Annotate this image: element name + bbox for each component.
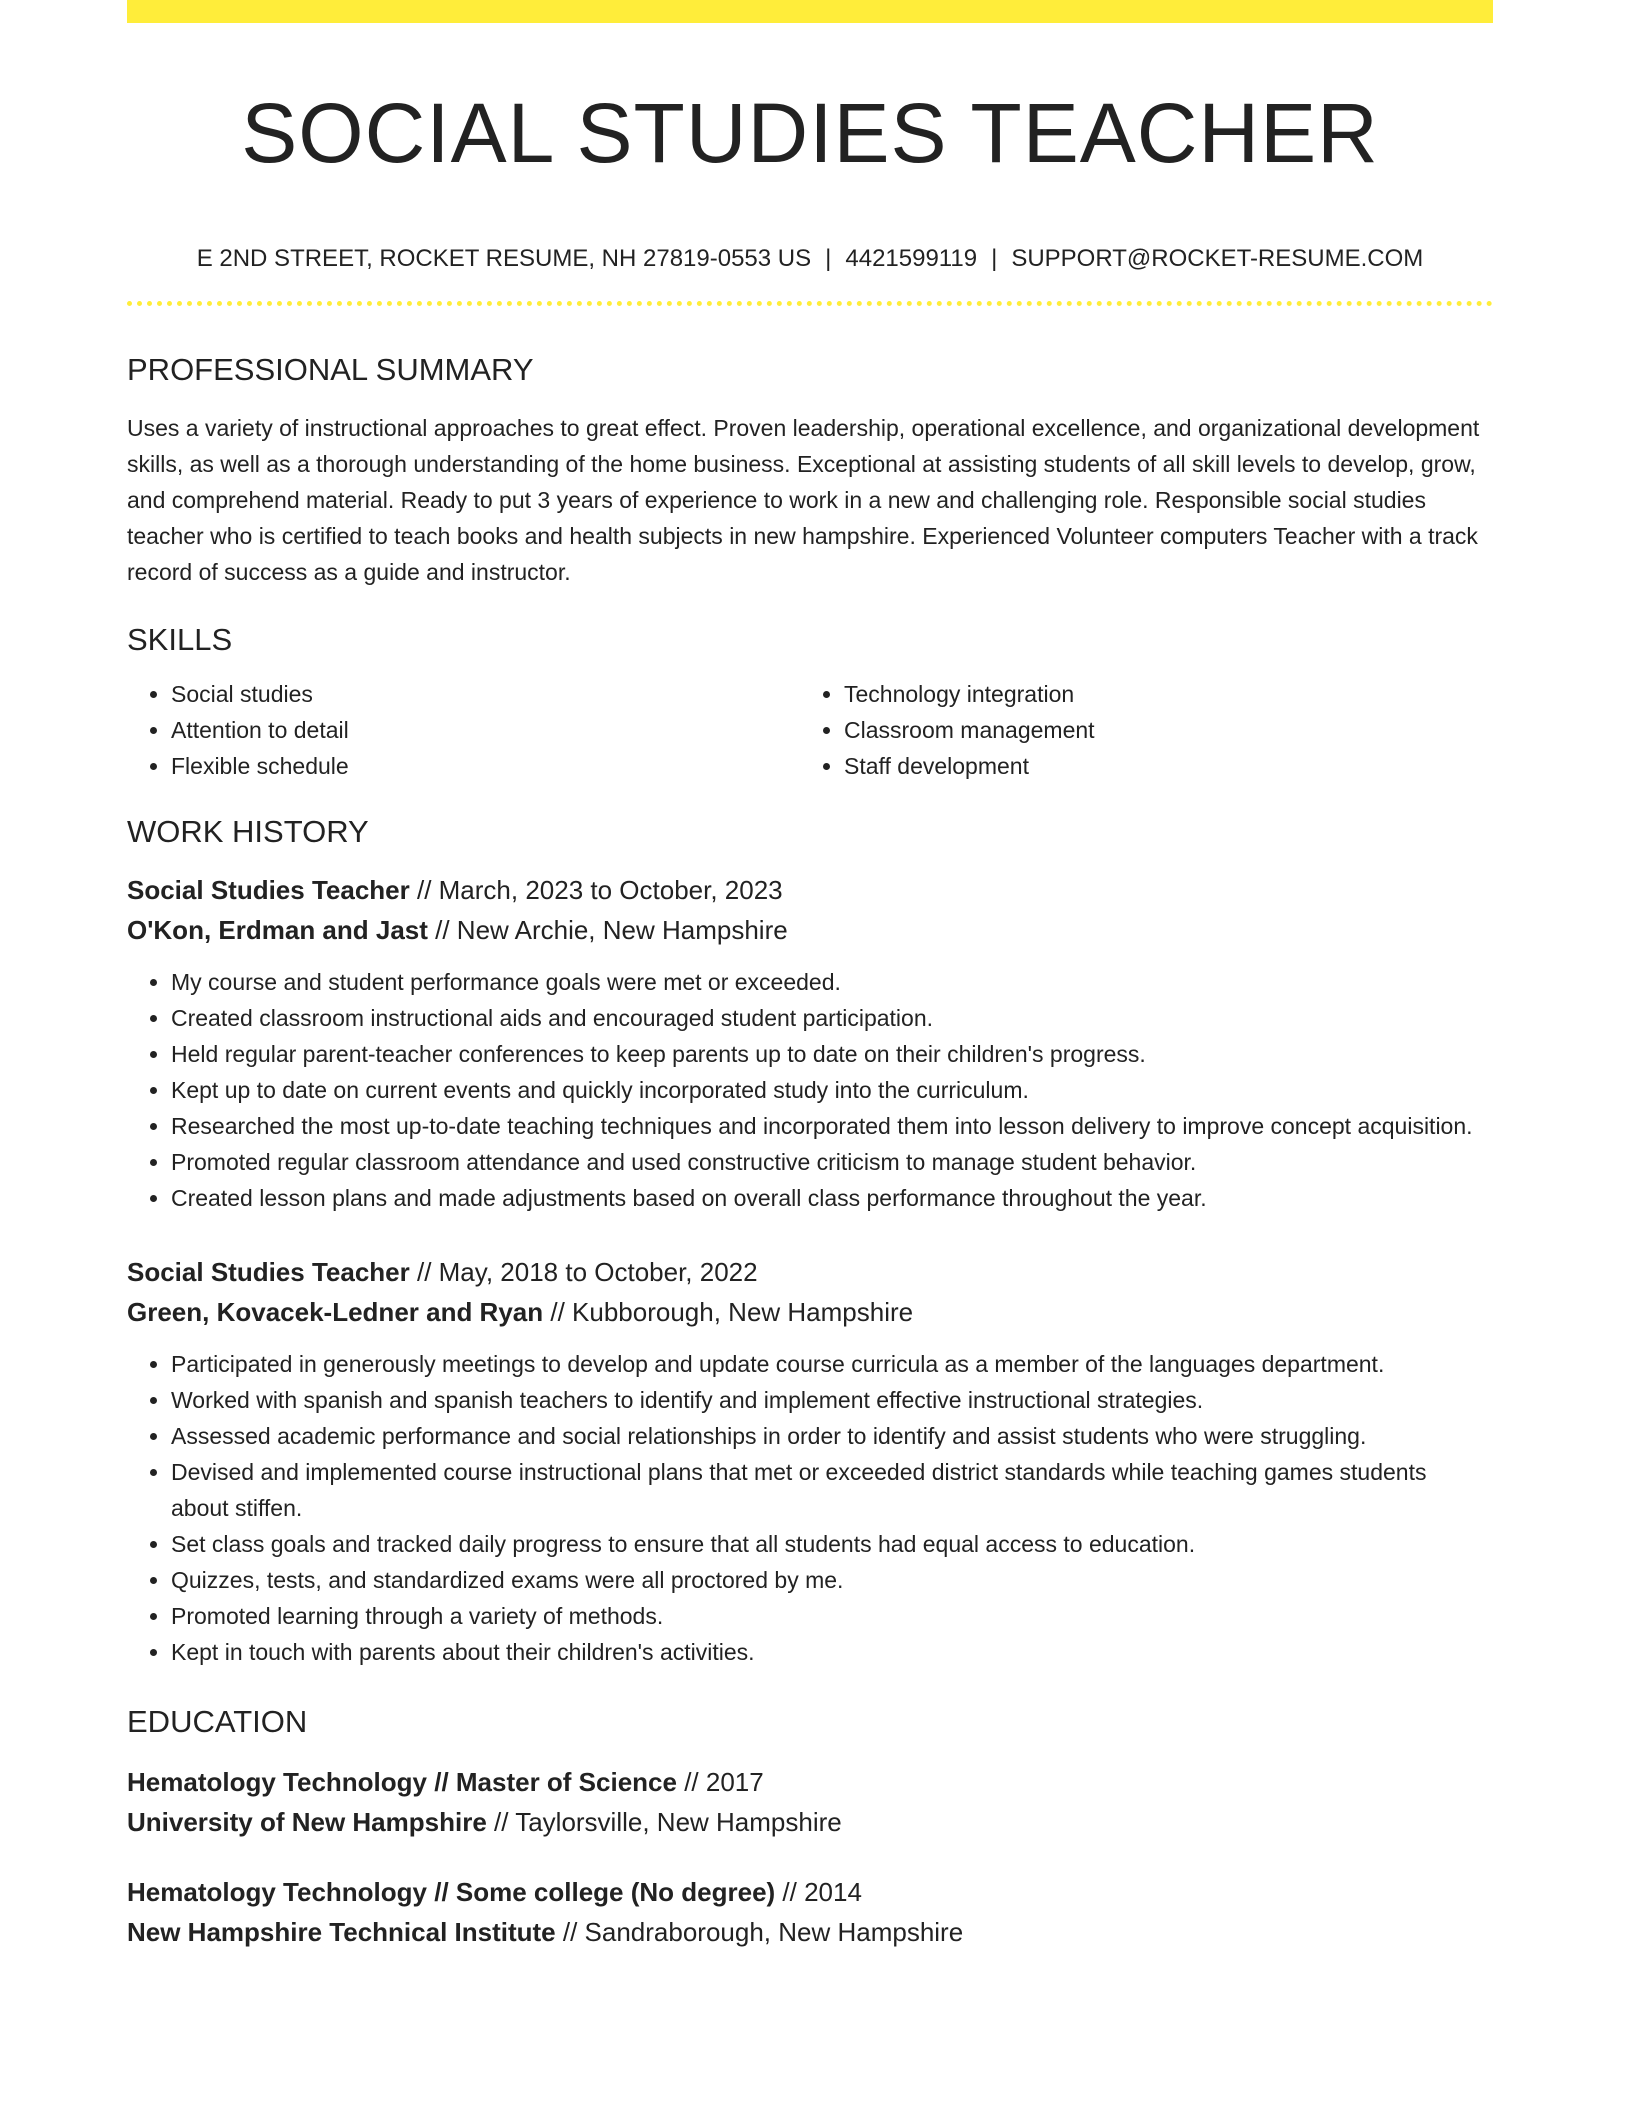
job-company: Green, Kovacek-Ledner and Ryan [127, 1297, 544, 1327]
job-bullet: • Participated in generously meetings to develop and update course curricula as a member of the languages department. [171, 1346, 1493, 1382]
job-role: Social Studies Teacher [127, 1257, 410, 1287]
job-entry [127, 870, 1493, 1216]
job-role: Social Studies Teacher [127, 875, 410, 905]
skills-title: SKILLS [127, 622, 233, 657]
summary-text: Uses a variety of instructional approaches to great effect. Proven leadership, operational excellence, and organizational development skills, as well as a thorough understanding of the home business. Exceptional at assisting students of all skill levels to develop, grow, and comprehend material. Ready to put 3 years of experience to work in a new and challenging role. Responsible social studies teacher who is certified to teach books and health subjects in new hampshire. Experienced Volunteer computers Teacher with a track record of success as a guide and instructor. [127, 415, 1480, 585]
skill-item: • Social studies [171, 676, 800, 712]
contact-separator: | [991, 245, 998, 272]
header-divider [127, 301, 1493, 306]
skills-list [127, 676, 1493, 784]
job-bullet: • My course and student performance goals were met or exceeded. [171, 964, 1493, 1000]
skill-item: • Attention to detail [171, 712, 800, 748]
contact-address: E 2ND STREET, ROCKET RESUME, NH 27819-0553 US [196, 245, 812, 272]
education-school-line [127, 1802, 1493, 1842]
top-accent-bar [127, 0, 1493, 23]
job-bullet: • Assessed academic performance and social relationships in order to identify and assist students who were struggling. [171, 1418, 1493, 1454]
job-dates: // May, 2018 to October, 2022 [409, 1257, 758, 1287]
education-degree-line [127, 1762, 1493, 1802]
education-year: // 2014 [775, 1877, 862, 1907]
work-history-title: WORK HISTORY [127, 814, 369, 849]
education-entry [127, 1872, 1493, 1952]
job-bullet: • Researched the most up-to-date teaching techniques and incorporated them into lesson delivery to improve concept acquisition. [171, 1108, 1493, 1144]
contact-separator: | [825, 245, 832, 272]
job-role-line [127, 1252, 1493, 1292]
skill-item: • Flexible schedule [171, 748, 800, 784]
job-bullet: • Promoted regular classroom attendance and used constructive criticism to manage student behavior. [171, 1144, 1493, 1180]
resume-content [127, 23, 1493, 1952]
job-location: // Kubborough, New Hampshire [543, 1297, 914, 1327]
education-school-line [127, 1912, 1493, 1952]
education-school: New Hampshire Technical Institute [127, 1917, 556, 1947]
education-entry [127, 1762, 1493, 1842]
job-dates: // March, 2023 to October, 2023 [409, 875, 783, 905]
resume-name: SOCIAL STUDIES TEACHER [241, 86, 1379, 180]
job-company-line [127, 910, 1493, 950]
job-bullet: • Held regular parent-teacher conferences to keep parents up to date on their children's progress. [171, 1036, 1493, 1072]
education-location: // Sandraborough, New Hampshire [555, 1917, 964, 1947]
job-entry [127, 1252, 1493, 1670]
education-degree-line [127, 1872, 1493, 1912]
contact-phone: 4421599119 [845, 245, 978, 272]
job-role-line [127, 870, 1493, 910]
contact-email: SUPPORT@ROCKET-RESUME.COM [1011, 245, 1424, 272]
job-bullet: • Created classroom instructional aids and encouraged student participation. [171, 1000, 1493, 1036]
education-title: EDUCATION [127, 1704, 308, 1739]
job-company-line [127, 1292, 1493, 1332]
contact-line [127, 243, 1493, 275]
job-bullet: • Worked with spanish and spanish teachers to identify and implement effective instructional strategies. [171, 1382, 1493, 1418]
education-degree: Hematology Technology // Master of Science [127, 1767, 677, 1797]
skills-column-left [127, 676, 800, 784]
skill-item: • Technology integration [844, 676, 1473, 712]
job-bullet: • Kept in touch with parents about their children's activities. [171, 1634, 1493, 1670]
summary-title: PROFESSIONAL SUMMARY [127, 352, 534, 387]
job-bullet: • Set class goals and tracked daily progress to ensure that all students had equal access to education. [171, 1526, 1493, 1562]
job-bullet: • Promoted learning through a variety of methods. [171, 1598, 1493, 1634]
job-location: // New Archie, New Hampshire [427, 915, 788, 945]
skill-item: • Classroom management [844, 712, 1473, 748]
job-company: O'Kon, Erdman and Jast [127, 915, 428, 945]
job-bullet: • Kept up to date on current events and quickly incorporated study into the curriculum. [171, 1072, 1493, 1108]
education-year: // 2017 [676, 1767, 764, 1797]
education-school: University of New Hampshire [127, 1807, 487, 1837]
job-bullet: • Quizzes, tests, and standardized exams were all proctored by me. [171, 1562, 1493, 1598]
job-bullet: • Devised and implemented course instructional plans that met or exceeded district standards while teaching games students about stiffen. [171, 1454, 1493, 1526]
education-degree: Hematology Technology // Some college (No degree) [127, 1877, 776, 1907]
education-location: // Taylorsville, New Hampshire [486, 1807, 842, 1837]
skill-item: • Staff development [844, 748, 1473, 784]
job-bullets [127, 1346, 1493, 1670]
job-bullet: • Created lesson plans and made adjustments based on overall class performance throughout the year. [171, 1180, 1493, 1216]
skills-column-right [800, 676, 1473, 784]
job-bullets [127, 964, 1493, 1216]
